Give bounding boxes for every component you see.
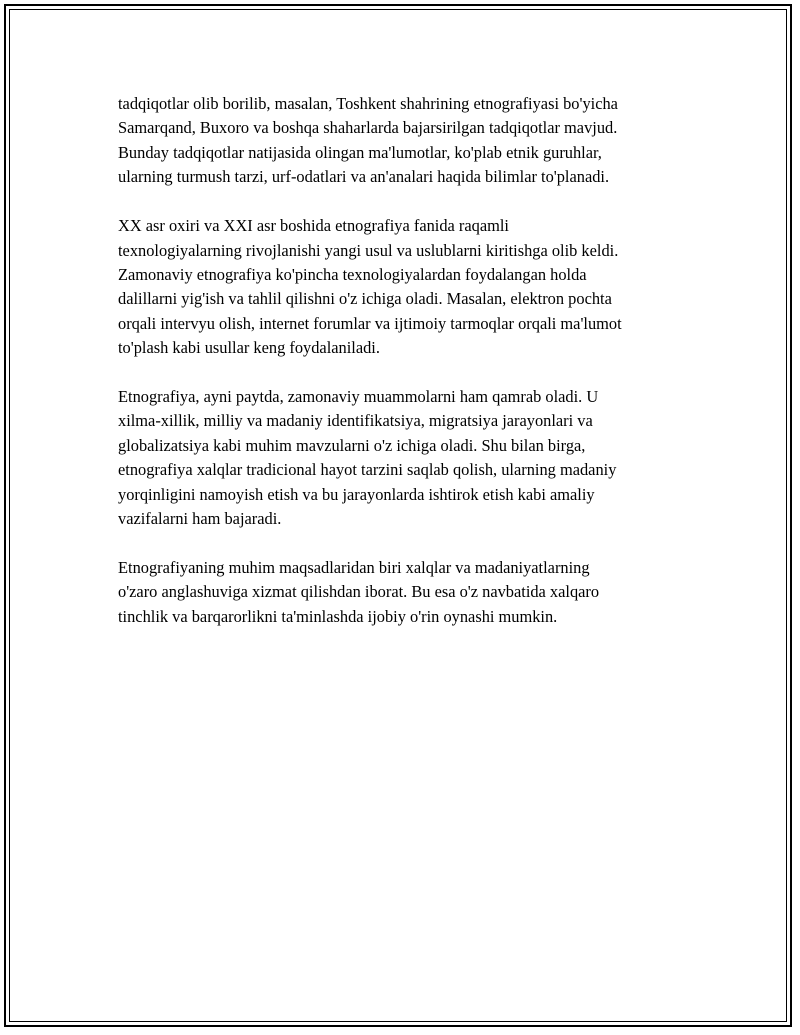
text-line: texnologiyalarning rivojlanishi yangi usul va uslublarni kiritishga olib keldi. (118, 240, 619, 260)
text-line: XX asr oxiri va XXI asr boshida etnografiya fanida raqamli (118, 216, 509, 236)
paragraph-1 (118, 92, 718, 190)
document-body (118, 92, 718, 654)
text-line: tadqiqotlar olib borilib, masalan, Toshkent shahrining etnografiyasi bo'yicha (118, 94, 618, 113)
text-line: xilma-xillik, milliy va madaniy identifikatsiya, migratsiya jarayonlari va (118, 411, 593, 431)
paragraph-3 (118, 385, 718, 531)
text-line: orqali intervyu olish, internet forumlar va ijtimoiy tarmoqlar orqali ma'lumot (118, 313, 622, 333)
text-line: Bunday tadqiqotlar natijasida olingan ma'lumotlar, ko'plab etnik guruhlar, (118, 142, 602, 162)
paragraph-4 (118, 556, 718, 629)
paragraph-2 (118, 214, 718, 360)
text-line: tinchlik va barqarorlikni ta'minlashda ijobiy o'rin oynashi mumkin. (118, 606, 558, 626)
text-line: ularning turmush tarzi, urf-odatlari va an'analari haqida bilimlar to'planadi. (118, 167, 610, 187)
text-line: yorqinligini namoyish etish va bu jarayonlarda ishtirok etish kabi amaliy (118, 484, 595, 504)
text-line: to'plash kabi usullar keng foydalaniladi. (118, 338, 380, 358)
text-line: Samarqand, Buxoro va boshqa shaharlarda bajarsirilgan tadqiqotlar mavjud. (118, 118, 618, 138)
text-line: dalillarni yig'ish va tahlil qilishni o'z ichiga oladi. Masalan, elektron pochta (118, 289, 612, 309)
text-line: Etnografiya, ayni paytda, zamonaviy muammolarni ham qamrab oladi. U (118, 387, 599, 407)
text-line: o'zaro anglashuviga xizmat qilishdan iborat. Bu esa o'z navbatida xalqaro (118, 582, 600, 602)
text-line: etnografiya xalqlar tradicional hayot tarzini saqlab qolish, ularning madaniy (118, 460, 617, 480)
text-line: Etnografiyaning muhim maqsadlaridan biri xalqlar va madaniyatlarning (118, 558, 590, 578)
text-line: vazifalarni ham bajaradi. (118, 509, 282, 529)
text-line: Zamonaviy etnografiya ko'pincha texnologiyalardan foydalangan holda (118, 264, 587, 284)
text-line: globalizatsiya kabi muhim mavzularni o'z ichiga oladi. Shu bilan birga, (118, 435, 586, 455)
